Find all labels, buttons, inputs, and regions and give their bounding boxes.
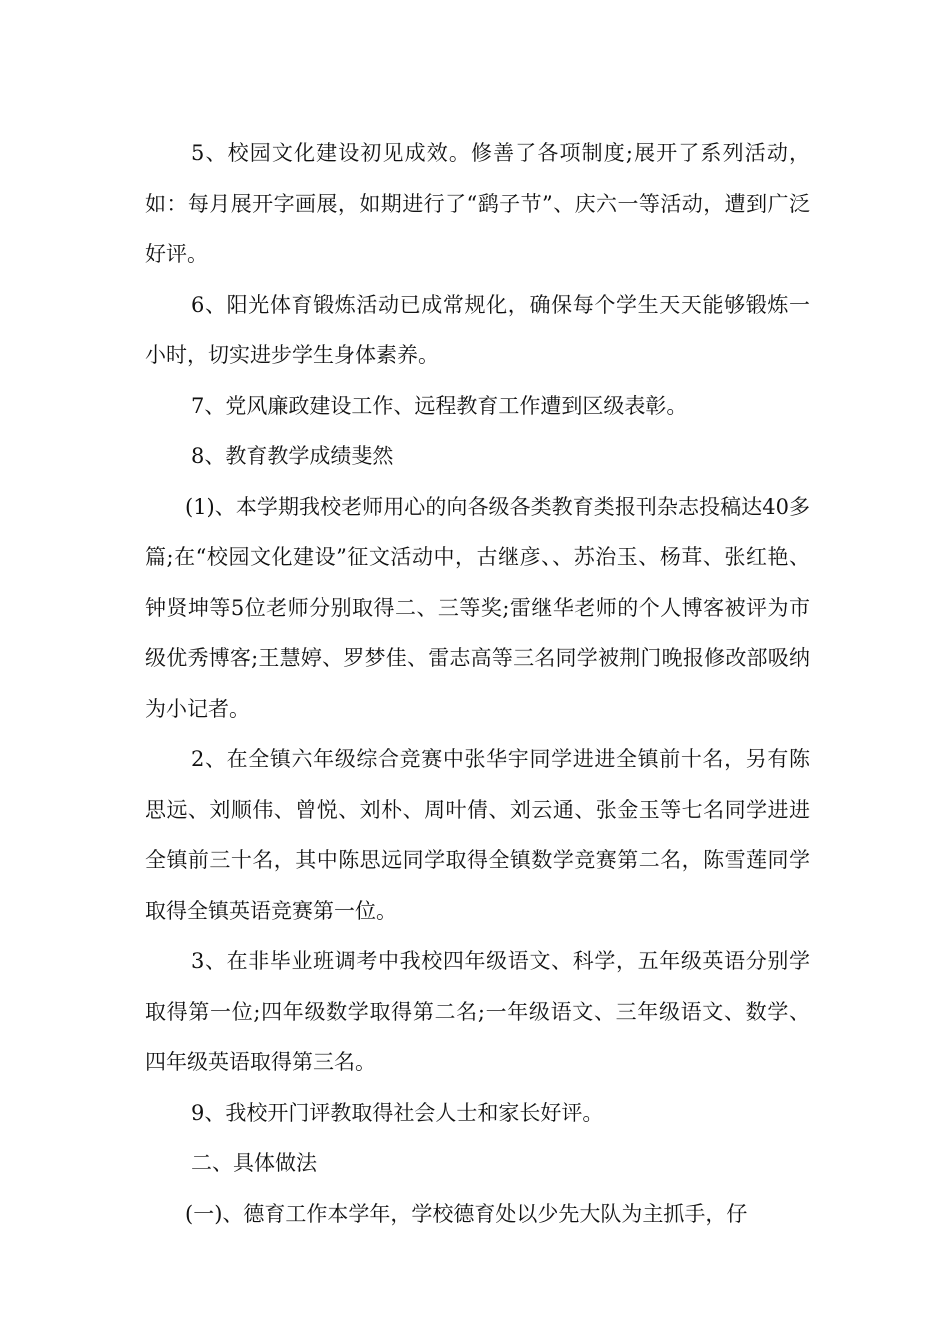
paragraph-sunshine-sports: 6、阳光体育锻炼活动已成常规化，确保每个学生天天能够锻炼一小时，切实进步学生身体素养。 bbox=[145, 292, 810, 367]
paragraph-grade-six-competition: 2、在全镇六年级综合竞赛中张华宇同学进进全镇前十名，另有陈思远、刘顺伟、曾悦、刘朴、周叶倩、刘云通、张金玉等七名同学进进全镇前三十名，其中陈思远同学取得全镇数学竞赛第二名，陈雪莲同学取得全镇英语竞赛第一位。 bbox=[145, 747, 810, 923]
section-heading-methods: 二、具体做法 bbox=[191, 1151, 317, 1175]
paragraph-open-evaluation: 9、我校开门评教取得社会人士和家长好评。 bbox=[191, 1100, 604, 1125]
document-body bbox=[145, 128, 810, 1239]
paragraph-party-conduct: 7、党风廉政建设工作、远程教育工作遭到区级表彰。 bbox=[191, 393, 688, 418]
paragraph-teacher-publications: (1)、本学期我校老师用心的向各级各类教育类报刊杂志投稿达40多篇;在“校园文化建设”征文活动中，古继彦、、苏治玉、杨茸、张红艳、钟贤坤等5位老师分别取得二、三等奖;雷继华老师的个人博客被评为市级优秀博客;王慧婷、罗梦佳、雷志高等三名同学被荆门晚报修改部吸纳为小记者。 bbox=[145, 494, 810, 721]
paragraph-non-graduating-exam: 3、在非毕业班调考中我校四年级语文、科学，五年级英语分别学取得第一位;四年级数学取得第二名;一年级语文、三年级语文、数学、四年级英语取得第三名。 bbox=[145, 949, 810, 1074]
paragraph-campus-culture: 5、校园文化建设初见成效。修善了各项制度;展开了系列活动，如：每月展开字画展，如期进行了“鹞子节”、庆六一等活动，遭到广泛好评。 bbox=[145, 141, 810, 266]
paragraph-moral-education: (一)、德育工作本学年，学校德育处以少先大队为主抓手，仔 bbox=[185, 1201, 748, 1226]
paragraph-teaching-results-heading: 8、教育教学成绩斐然 bbox=[191, 444, 394, 468]
